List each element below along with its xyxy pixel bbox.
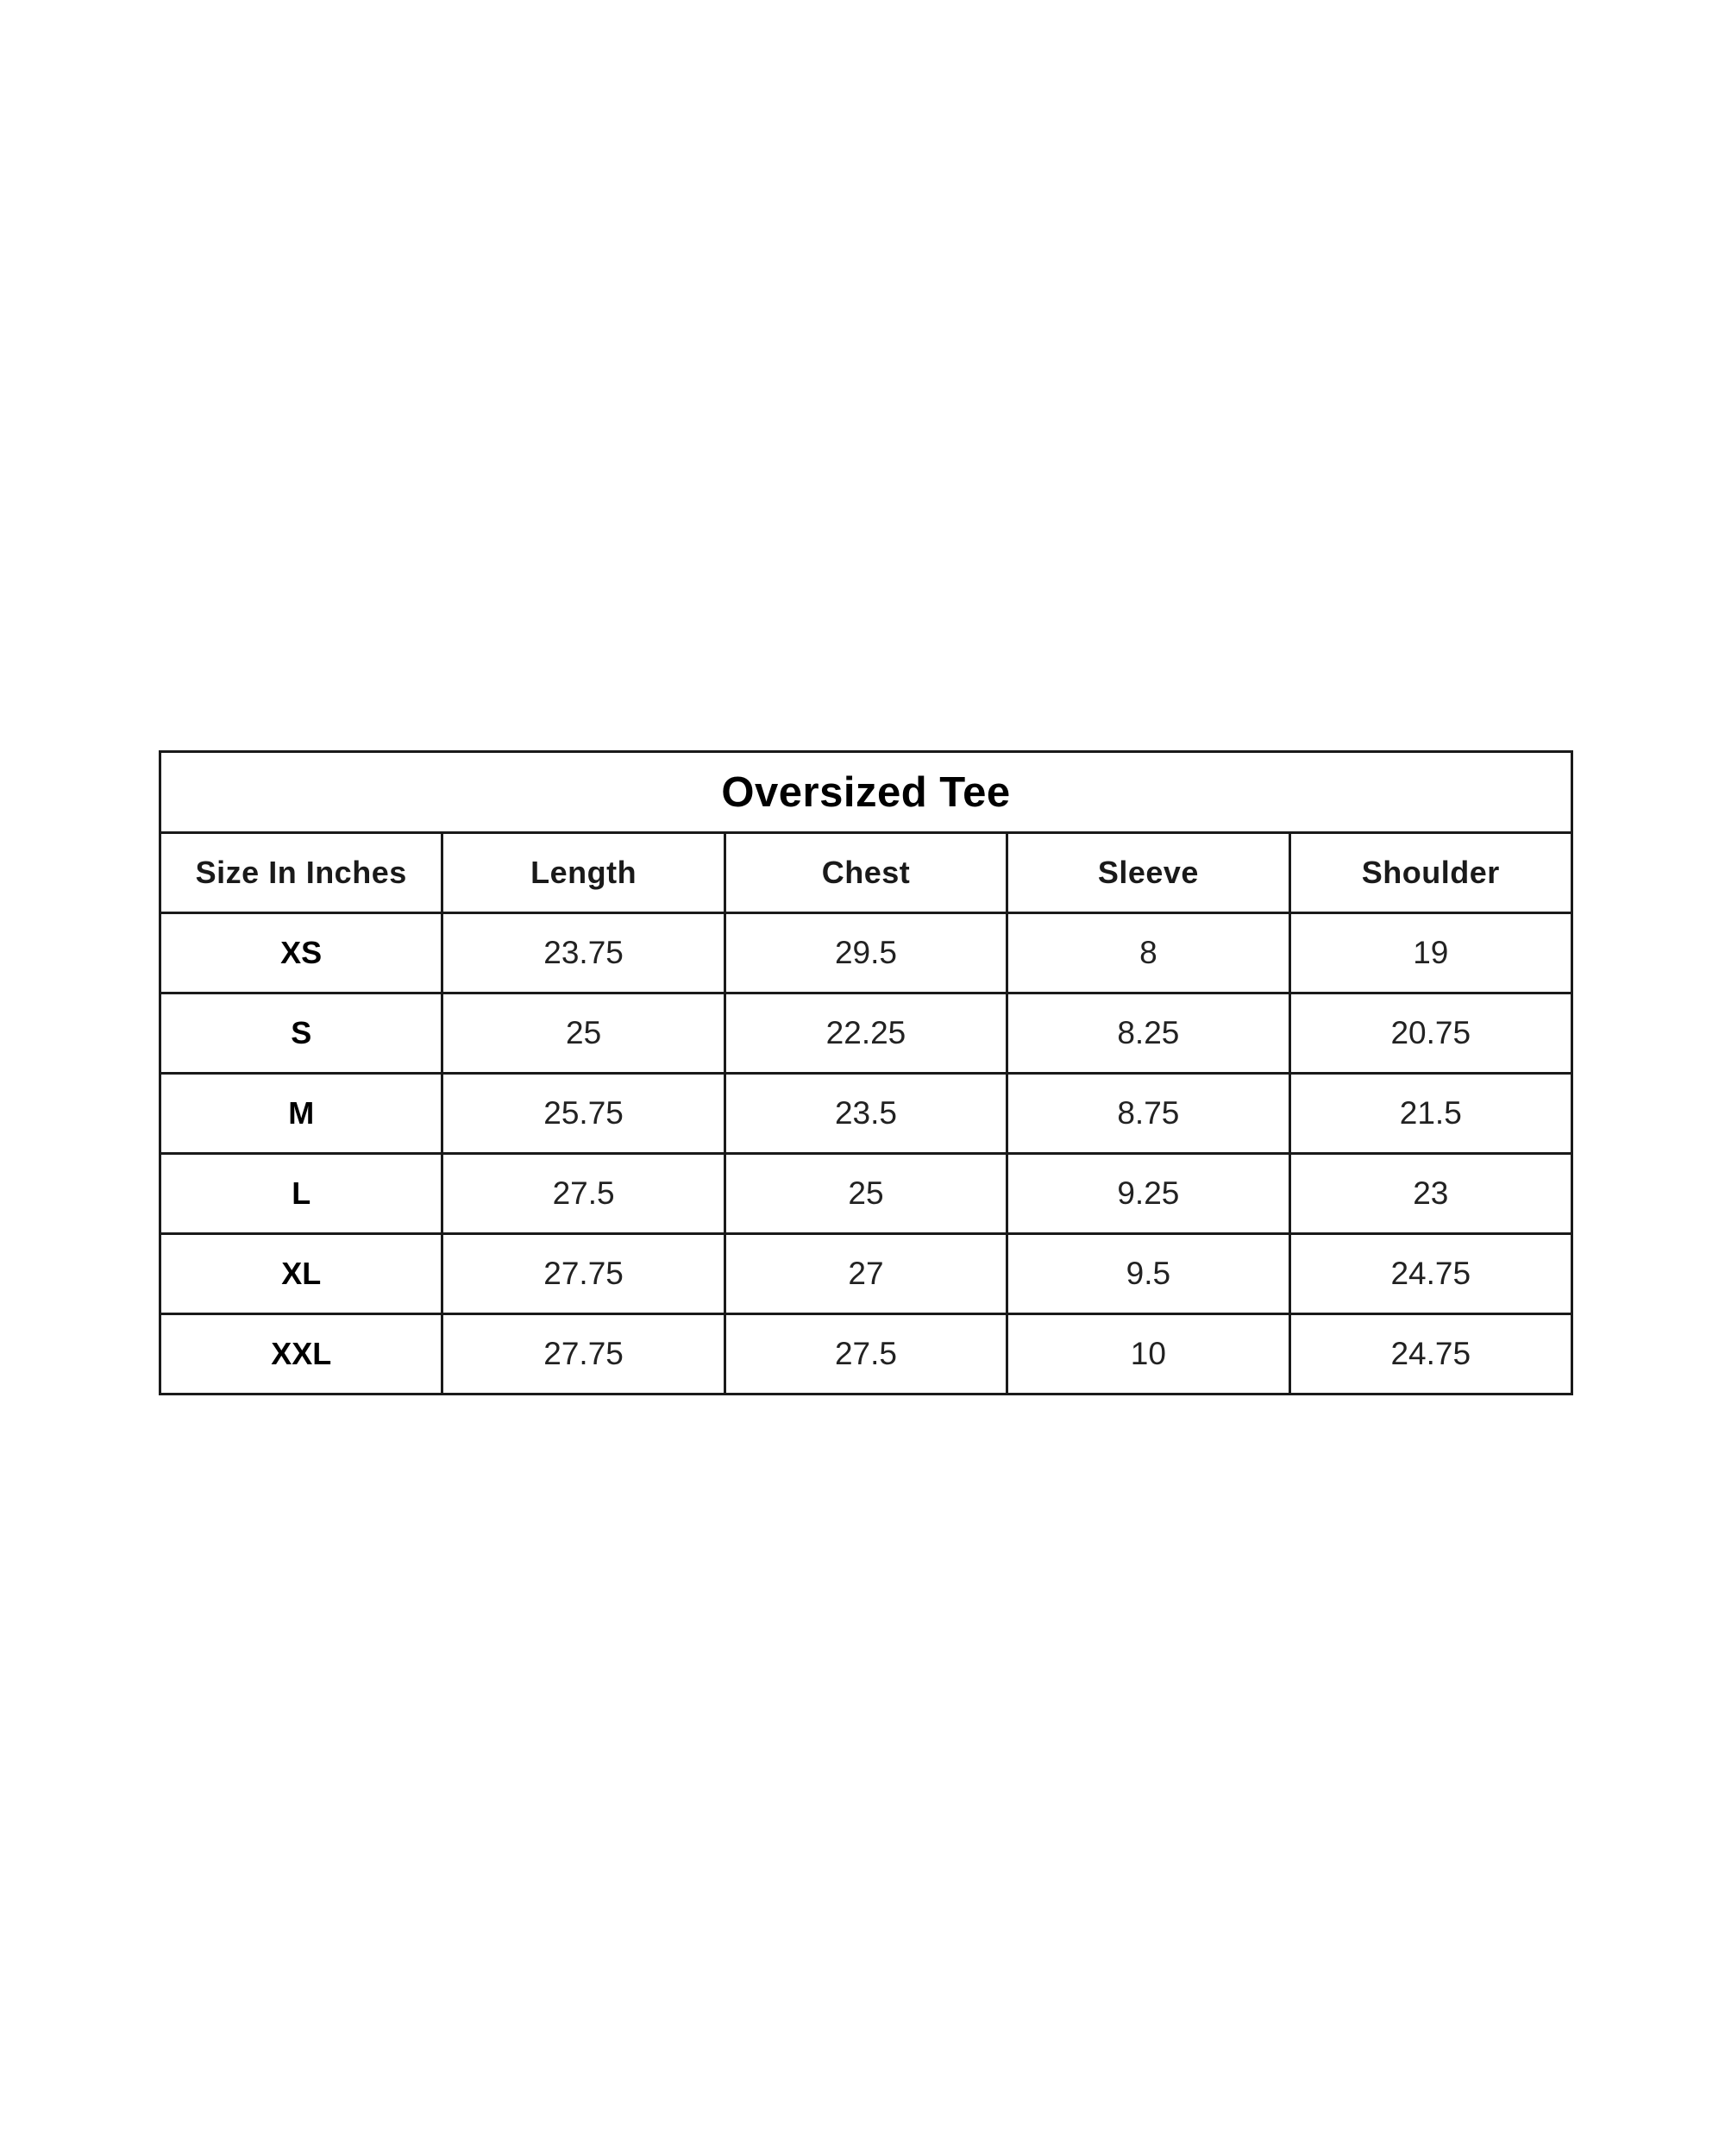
table-title: Oversized Tee	[160, 752, 1572, 833]
shoulder-value: 19	[1289, 913, 1571, 993]
chest-value: 25	[724, 1154, 1007, 1234]
shoulder-value: 24.75	[1289, 1234, 1571, 1314]
column-header-length: Length	[442, 833, 724, 913]
length-value: 23.75	[442, 913, 724, 993]
table-row	[160, 993, 1572, 1074]
size-label: L	[160, 1154, 442, 1234]
size-label: XS	[160, 913, 442, 993]
table-row	[160, 1154, 1572, 1234]
shoulder-value: 24.75	[1289, 1314, 1571, 1395]
size-label: M	[160, 1074, 442, 1154]
sleeve-value: 10	[1007, 1314, 1289, 1395]
sleeve-value: 9.25	[1007, 1154, 1289, 1234]
sleeve-value: 8	[1007, 913, 1289, 993]
chest-value: 27	[724, 1234, 1007, 1314]
sleeve-value: 8.75	[1007, 1074, 1289, 1154]
shoulder-value: 23	[1289, 1154, 1571, 1234]
table-row	[160, 1074, 1572, 1154]
shoulder-value: 21.5	[1289, 1074, 1571, 1154]
shoulder-value: 20.75	[1289, 993, 1571, 1074]
table-row	[160, 1314, 1572, 1395]
size-label: XL	[160, 1234, 442, 1314]
length-value: 27.75	[442, 1314, 724, 1395]
length-value: 27.5	[442, 1154, 724, 1234]
size-label: S	[160, 993, 442, 1074]
length-value: 27.75	[442, 1234, 724, 1314]
column-header-shoulder: Shoulder	[1289, 833, 1571, 913]
column-header-sleeve: Sleeve	[1007, 833, 1289, 913]
table-header-row	[160, 833, 1572, 913]
column-header-chest: Chest	[724, 833, 1007, 913]
size-label: XXL	[160, 1314, 442, 1395]
size-chart-table	[159, 750, 1573, 1395]
chest-value: 27.5	[724, 1314, 1007, 1395]
length-value: 25.75	[442, 1074, 724, 1154]
sleeve-value: 9.5	[1007, 1234, 1289, 1314]
column-header-size: Size In Inches	[160, 833, 442, 913]
chest-value: 23.5	[724, 1074, 1007, 1154]
sleeve-value: 8.25	[1007, 993, 1289, 1074]
table-row	[160, 913, 1572, 993]
table-row	[160, 1234, 1572, 1314]
chest-value: 22.25	[724, 993, 1007, 1074]
chest-value: 29.5	[724, 913, 1007, 993]
table-title-row	[160, 752, 1572, 833]
length-value: 25	[442, 993, 724, 1074]
